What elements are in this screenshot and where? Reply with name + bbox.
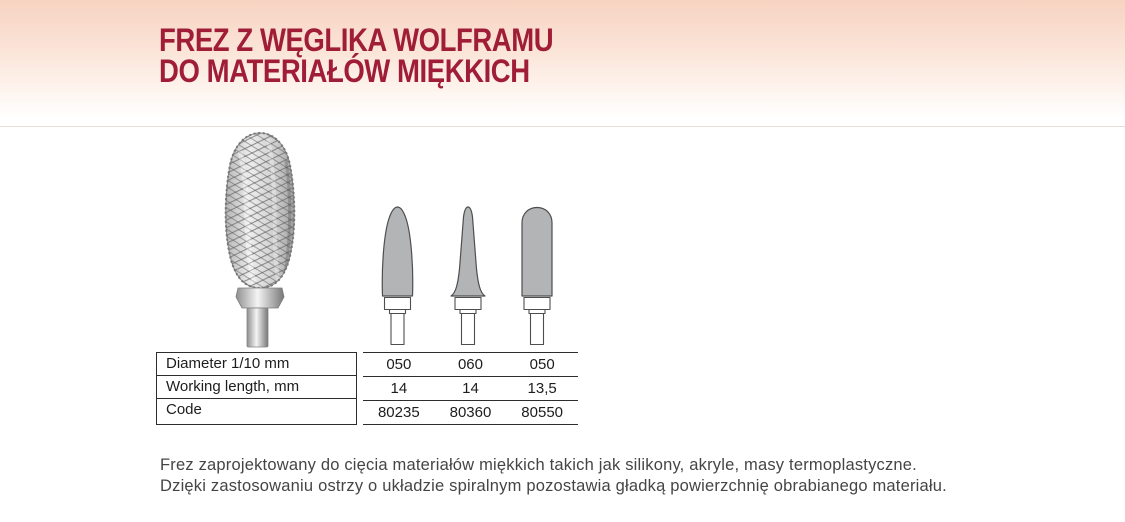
- spec-value: 14: [390, 380, 408, 397]
- spec-value: 80550: [521, 404, 564, 421]
- page-title: [159, 22, 554, 89]
- carbide-burr-photo: [216, 131, 312, 349]
- burr-shank: [247, 308, 268, 347]
- spec-row-label-working-length: Working length, mm: [157, 376, 356, 399]
- spec-row-working-length-values: [363, 376, 578, 400]
- spec-value: 060: [457, 356, 483, 373]
- shape-silhouette-diagrams: [360, 195, 580, 350]
- silhouette-tapered-round-head: [382, 207, 413, 296]
- page-title-line2: DO MATERIAŁÓW MIĘKKICH: [159, 53, 530, 89]
- silhouette-cone-round-tip: [451, 207, 485, 296]
- description-line1: Frez zaprojektowany do cięcia materiałów miękkich takich jak silikony, akryle, masy termoplastyczne.: [160, 456, 917, 474]
- spec-row-label-diameter: Diameter 1/10 mm: [157, 353, 356, 376]
- spec-value: 80360: [449, 404, 492, 421]
- burr-collar: [236, 288, 284, 308]
- spec-value: 050: [386, 356, 412, 373]
- silhouette-3-shank: [524, 298, 550, 345]
- spec-value: 80235: [377, 404, 420, 421]
- burr-knurl-texture: [216, 131, 312, 291]
- description-line2: Dzięki zastosowaniu ostrzy o układzie spiralnym pozostawia gładką powierzchnię obrabianego materiału.: [160, 477, 947, 495]
- spec-table-labels: [156, 352, 357, 425]
- page-title-line1: FREZ Z WĘGLIKA WOLFRAMU: [159, 22, 554, 58]
- silhouette-1-shank: [385, 298, 411, 345]
- silhouette-cylinder-round-top: [522, 208, 552, 297]
- spec-row-label-code: Code: [166, 401, 202, 418]
- silhouette-2-shank: [455, 298, 481, 345]
- spec-value: 050: [529, 356, 555, 373]
- header-separator-line: [0, 126, 1125, 127]
- spec-table-values: [363, 352, 578, 425]
- spec-table: [156, 352, 578, 425]
- spec-row-code-values: [363, 400, 578, 424]
- spec-value: 14: [462, 380, 479, 397]
- spec-row-diameter-values: [363, 352, 578, 376]
- product-description: [160, 455, 947, 497]
- spec-value: 13,5: [527, 380, 557, 397]
